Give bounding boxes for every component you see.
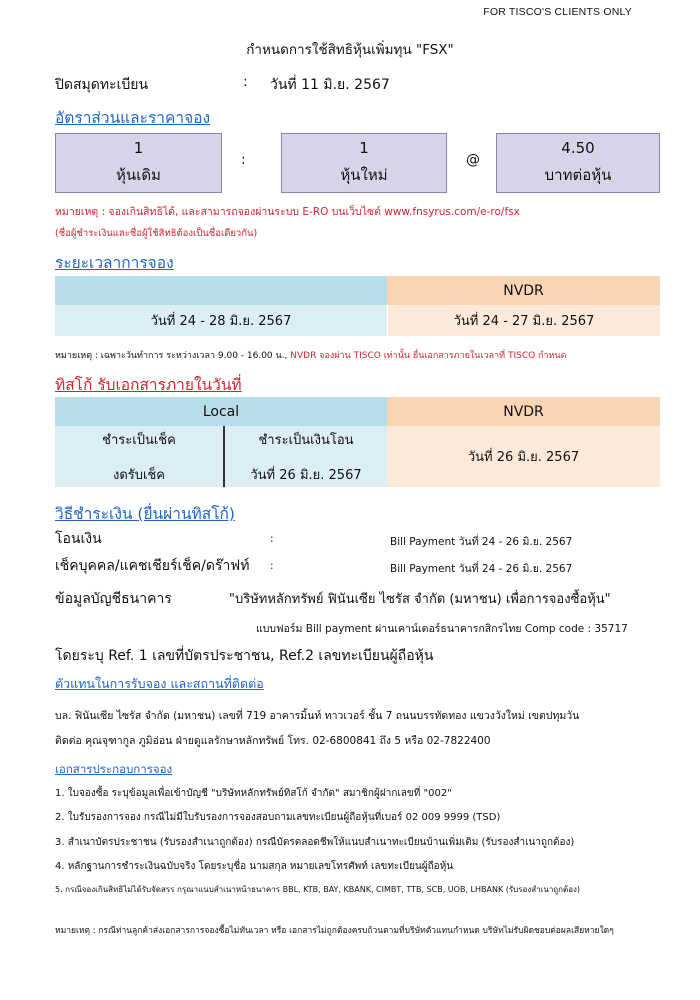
document-item-4: 4. หลักฐานการชำระเงินฉบับจริง โดยระบุชื่อ นามสกุล หมายเลขโทรศัพท์ เลขทะเบียนผู้ถือหุ้น xyxy=(55,861,454,872)
footer-note: หมายเหตุ : กรณีท่านลูกค้าส่งเอกสารการจองซื้อไม่ทันเวลา หรือ เอกสารไม่ถูกต้องครบถ้วนตามที่บริษัทตัวแทนกำหนด บริษัทไม่รับผิดชอบต่อผลเสียหายใดๆ xyxy=(55,926,614,936)
ratio-note: หมายเหตุ : จองเกินสิทธิได้, และสามารถจองผ่านระบบ E-RO บนเว็บไซต์ www.fnsyrus.com/e-ro/fsx xyxy=(55,206,520,218)
old-share-number: 1 xyxy=(133,139,144,157)
agent-contact: ติดต่อ คุณจุฑากูล ภูมิอ่อน ฝ่ายดูแลรักษาหลักทรัพย์ โทร. 02-6800841 ถึง 5 หรือ 02-7822400 xyxy=(55,735,491,747)
ratio-note-name: (ชื่อผู้ชำระเงินและชื่อผู้ใช้สิทธิต้องเป็นชื่อเดียวกัน) xyxy=(55,228,258,239)
payment-transfer-value: Bill Payment วันที่ 24 - 26 มิ.ย. 2567 xyxy=(390,536,573,548)
price-unit: บาทต่อหุ้น xyxy=(544,166,612,184)
document-item-2: 2. ใบรับรองการจอง กรณีไม่มีใบรับรองการจองสอบถามเลขทะเบียนผู้ถือหุ้นที่เบอร์ 02 009 9999 (TSD) xyxy=(55,812,501,823)
period-note-text: หมายเหตุ : เฉพาะวันทำการ ระหว่างเวลา 9.00 - 16.00 น., xyxy=(55,351,291,361)
at-symbol: @ xyxy=(466,152,480,168)
payment-cheque-value: Bill Payment วันที่ 24 - 26 มิ.ย. 2567 xyxy=(390,563,573,575)
period-note-nvdr: NVDR จองผ่าน TISCO เท่านั้น ยื่นเอกสารภายในเวลาที่ TISCO กำหนด xyxy=(290,351,567,361)
docs-transfer-cell xyxy=(225,426,387,487)
docs-transfer-title: ชำระเป็นเงินโอน xyxy=(258,432,354,448)
docs-nvdr-date: วันที่ 26 มิ.ย. 2567 xyxy=(387,426,660,487)
tisco-docs-table xyxy=(55,397,660,487)
new-share-number: 1 xyxy=(359,139,369,157)
bank-account-name: "บริษัทหลักทรัพย์ ฟินันเซีย ไซรัส จำกัด (มหาชน) เพื่อการจองซื้อหุ้น" xyxy=(229,592,611,607)
payment-transfer-colon: : xyxy=(270,533,274,545)
docs-cheque-cell xyxy=(55,426,223,487)
docs-transfer-value: วันที่ 26 มิ.ย. 2567 xyxy=(250,467,362,483)
payment-cheque-colon: : xyxy=(270,560,274,572)
period-local-date: วันที่ 24 - 28 มิ.ย. 2567 xyxy=(55,305,387,336)
payment-heading: วิธีชำระเงิน (ยื่นผ่านทิสโก้) xyxy=(55,505,235,523)
page-title: กำหนดการใช้สิทธิหุ้นเพิ่มทุน "FSX" xyxy=(246,42,454,58)
period-nvdr-header: NVDR xyxy=(387,276,660,305)
bill-payment-form: แบบฟอร์ม Bill payment ผ่านเคาน์เตอร์ธนาคารกสิกรไทย Comp code : 35717 xyxy=(256,623,628,635)
period-note xyxy=(55,348,566,362)
old-share-box xyxy=(55,133,222,193)
price-box xyxy=(496,133,660,193)
document-item-3: 3. สำเนาบัตรประชาชน (รับรองสำเนาถูกต้อง) กรณีบัตรตลอดชีพให้แนบสำเนาทะเบียนบ้านเพิ่มเติม (รับรองสำเนาถูกต้อง) xyxy=(55,837,575,848)
new-share-unit: หุ้นใหม่ xyxy=(340,166,388,184)
ratio-separator: : xyxy=(241,152,246,168)
period-heading: ระยะเวลาการจอง xyxy=(55,254,174,272)
agent-address: บล. ฟินันเซีย ไซรัส จำกัด (มหาชน) เลขที่ 719 อาคารมิ้นท์ ทาวเวอร์ ชั้น 7 ถนนบรรทัดทอง แขวงวังใหม่ เขตปทุมวัน xyxy=(55,710,580,722)
period-local-header xyxy=(55,276,387,305)
new-share-box xyxy=(281,133,447,193)
ref-instruction: โดยระบุ Ref. 1 เลขที่บัตรประชาชน, Ref.2 เลขทะเบียนผู้ถือหุ้น xyxy=(55,648,434,664)
book-close-date: วันที่ 11 มิ.ย. 2567 xyxy=(270,77,390,93)
client-only-label: FOR TISCO'S CLIENTS ONLY xyxy=(483,6,632,18)
period-table xyxy=(55,276,660,336)
payment-transfer-label: โอนเงิน xyxy=(55,531,102,547)
docs-cheque-title: ชำระเป็นเช็ค xyxy=(102,432,176,448)
document-item-5: 5. กรณีจองเกินสิทธิไม่ได้รับจัดสรร กรุณาแนบสำเนาหน้าธนาคาร BBL, KTB, BAY, KBANK, CIMBT, TTB, SCB, UOB, LHBANK (รับรองสำเนาถูกต้อง) xyxy=(55,885,581,894)
book-close-colon: : xyxy=(243,74,248,90)
period-nvdr-date: วันที่ 24 - 27 มิ.ย. 2567 xyxy=(387,305,660,336)
docs-nvdr-header: NVDR xyxy=(387,397,660,426)
payment-cheque-label: เช็คบุคคล/แคชเชียร์เช็ค/ดร๊าฟท์ xyxy=(55,558,250,574)
agent-heading: ตัวแทนในการรับจอง และสถานที่ติดต่อ xyxy=(55,676,264,691)
bank-info-label: ข้อมูลบัญชีธนาคาร xyxy=(55,591,172,607)
documents-heading: เอกสารประกอบการจอง xyxy=(55,762,173,776)
docs-cheque-value: งดรับเช็ค xyxy=(113,467,165,483)
ratio-heading: อัตราส่วนและราคาจอง xyxy=(55,109,211,127)
old-share-unit: หุ้นเดิม xyxy=(116,166,161,184)
price-number: 4.50 xyxy=(561,139,595,157)
book-close-label: ปิดสมุดทะเบียน xyxy=(55,77,149,93)
docs-local-header: Local xyxy=(55,397,387,426)
document-item-1: 1. ใบจองซื้อ ระบุข้อมูลเพื่อเข้าบัญชี "บริษัทหลักทรัพย์ทิสโก้ จำกัด" สมาชิกผู้ฝากเลขที่ "002" xyxy=(55,788,452,799)
tisco-docs-heading: ทิสโก้ รับเอกสารภายในวันที่ xyxy=(55,376,242,394)
